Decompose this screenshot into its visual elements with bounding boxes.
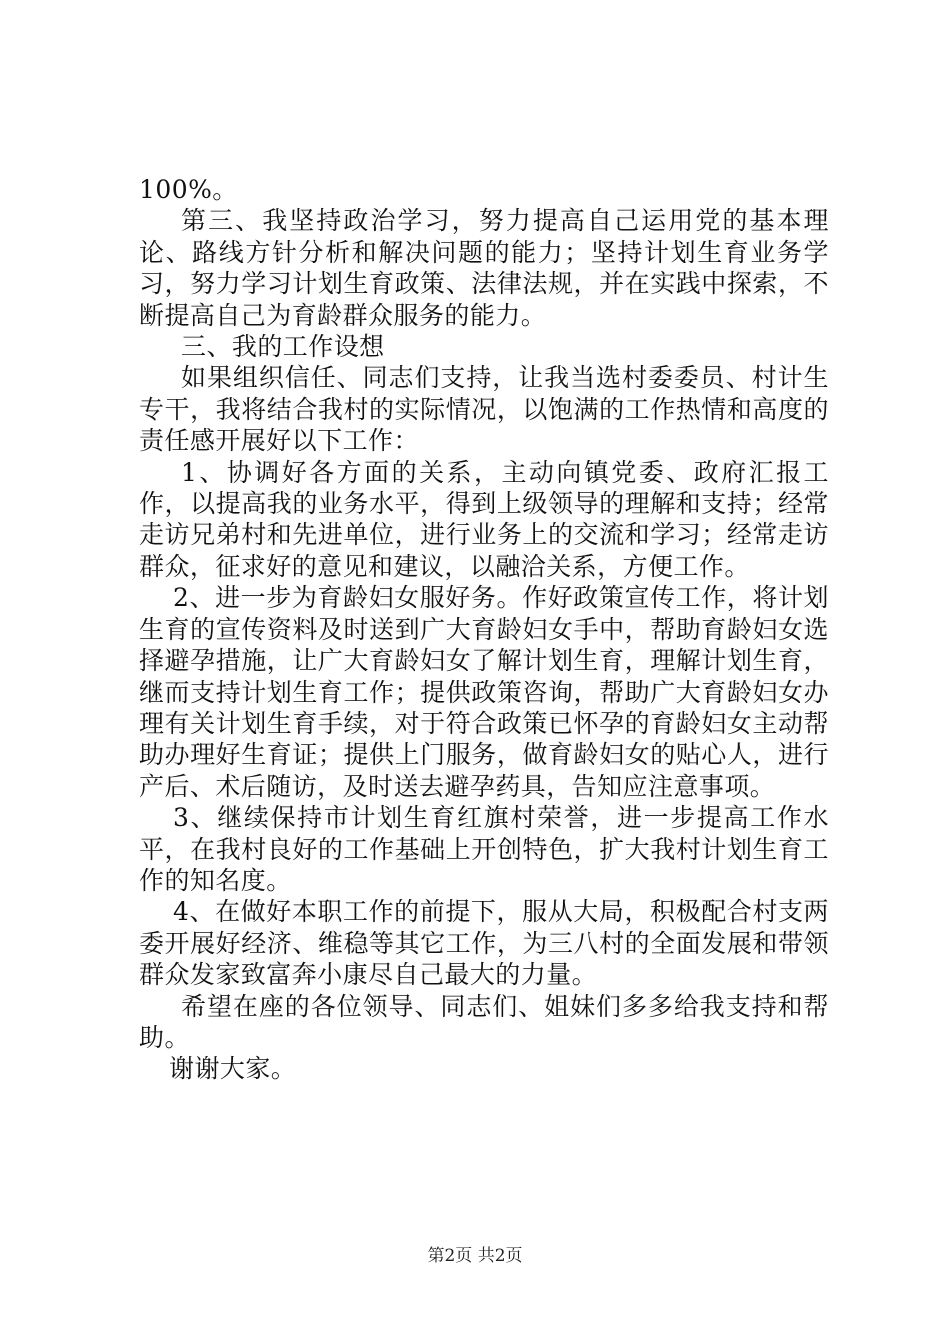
section-heading-work-plan: 三、我的工作设想 [181,332,385,362]
paragraph-item-2: 2、进一步为育龄妇女服好务。作好政策宣传工作，将计划生育的宣传资料及时送到广大育龄妇女手中，帮助育龄妇女选择避孕措施，让广大育龄妇女了解计划生育，理解计划生育，继而支持计划生育工作；提供政策咨询，帮助广大育龄妇女办理有关计划生育手续，对于符合政策已怀孕的育龄妇女主动帮助办理好生育证；提供上门服务，做育龄妇女的贴心人，进行产后、术后随访，及时送去避孕药具，告知应注意事项。 [139,583,829,801]
page-number-footer: 第2页 共2页 [427,1246,523,1266]
paragraph-thanks: 谢谢大家。 [169,1054,297,1084]
paragraph-closing-request: 希望在座的各位领导、同志们、姐妹们多多给我支持和帮助。 [139,991,829,1052]
paragraph-continuation: 100%。 [139,175,238,204]
paragraph-item-1: 1、协调好各方面的关系，主动向镇党委、政府汇报工作，以提高我的业务水平，得到上级领导的理解和支持；经常走访兄弟村和先进单位，进行业务上的交流和学习；经常走访群众，征求好的意见和建议，以融洽关系，方便工作。 [139,457,829,581]
paragraph-item-3: 3、继续保持市计划生育红旗村荣誉，进一步提高工作水平，在我村良好的工作基础上开创特色，扩大我村计划生育工作的知名度。 [139,803,829,895]
paragraph-work-plan-intro: 如果组织信任、同志们支持，让我当选村委委员、村计生专干，我将结合我村的实际情况，以饱满的工作热情和高度的责任感开展好以下工作： [139,363,829,456]
paragraph-point-three: 第三、我坚持政治学习，努力提高自己运用党的基本理论、路线方针分析和解决问题的能力；坚持计划生育业务学习，努力学习计划生育政策、法律法规，并在实践中探索，不断提高自己为育龄群众服务的能力。 [139,206,829,330]
paragraph-item-4: 4、在做好本职工作的前提下，服从大局，积极配合村支两委开展好经济、维稳等其它工作，为三八村的全面发展和带领群众发家致富奔小康尽自己最大的力量。 [139,897,829,990]
document-body [139,174,829,1085]
